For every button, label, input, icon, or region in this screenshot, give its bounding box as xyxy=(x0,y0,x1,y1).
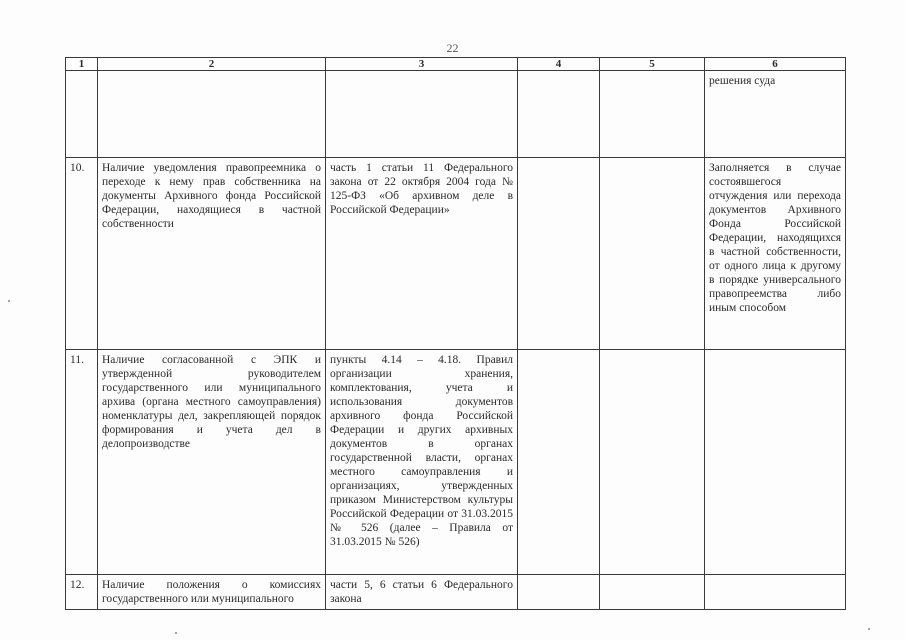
row-number: 10. xyxy=(66,158,98,350)
column-header-6: 6 xyxy=(705,58,846,71)
row-number: 12. xyxy=(66,575,98,610)
page-number: 22 xyxy=(446,41,459,55)
column-4-cell xyxy=(518,71,600,158)
requirement-cell: Наличие уведомления правопреемника о переходе к нему прав собственника на документы Архивного фонда Российской Федерации, находящиеся в частной собственности xyxy=(98,158,326,350)
column-4-cell xyxy=(518,158,600,350)
column-4-cell xyxy=(518,350,600,575)
legal-basis-cell: части 5, 6 статьи 6 Федерального закона xyxy=(326,575,518,610)
column-5-cell xyxy=(600,71,705,158)
note-cell xyxy=(705,575,846,610)
table-row xyxy=(66,71,846,158)
requirements-table xyxy=(65,57,846,610)
scan-speck xyxy=(868,628,870,630)
column-header-4: 4 xyxy=(518,58,600,71)
column-header-5: 5 xyxy=(600,58,705,71)
table-row xyxy=(66,350,846,575)
column-5-cell xyxy=(600,158,705,350)
requirement-cell: Наличие положения о комиссиях государственного или муниципального xyxy=(98,575,326,610)
column-5-cell xyxy=(600,350,705,575)
row-number: 11. xyxy=(66,350,98,575)
scan-speck xyxy=(8,300,10,302)
requirement-cell xyxy=(98,71,326,158)
note-cell: Заполняется в случае состоявшегося отчуждения или перехода документов Архивного Фонда Российской Федерации, находящихся в частной собственности, от одного лица к другому в порядке универсального правопреемства либо иным способом xyxy=(705,158,846,350)
note-cell: решения суда xyxy=(705,71,846,158)
legal-basis-cell: пункты 4.14 – 4.18. Правил организации хранения, комплектования, учета и использования документов архивного фонда Российской Федерации и других архивных документов в органах государственной власти, органах местного самоуправления и организациях, утвержденных приказом Министерством культуры Российской Федерации от 31.03.2015 № 526 (далее – Правила от 31.03.2015 № 526) xyxy=(326,350,518,575)
scan-speck xyxy=(175,632,177,634)
column-header-2: 2 xyxy=(98,58,326,71)
column-header-1: 1 xyxy=(66,58,98,71)
note-cell xyxy=(705,350,846,575)
column-header-3: 3 xyxy=(326,58,518,71)
row-number xyxy=(66,71,98,158)
legal-basis-cell: часть 1 статьи 11 Федерального закона от 22 октября 2004 года № 125-ФЗ «Об архивном деле в Российской Федерации» xyxy=(326,158,518,350)
table-row xyxy=(66,575,846,610)
column-numbers-row xyxy=(66,58,846,71)
legal-basis-cell xyxy=(326,71,518,158)
table-row xyxy=(66,158,846,350)
requirement-cell: Наличие согласованной с ЭПК и утвержденной руководителем государственного или муниципального архива (органа местного самоуправления) номенклатуры дел, закрепляющей порядок формирования и учета дел в делопроизводстве xyxy=(98,350,326,575)
column-4-cell xyxy=(518,575,600,610)
column-5-cell xyxy=(600,575,705,610)
